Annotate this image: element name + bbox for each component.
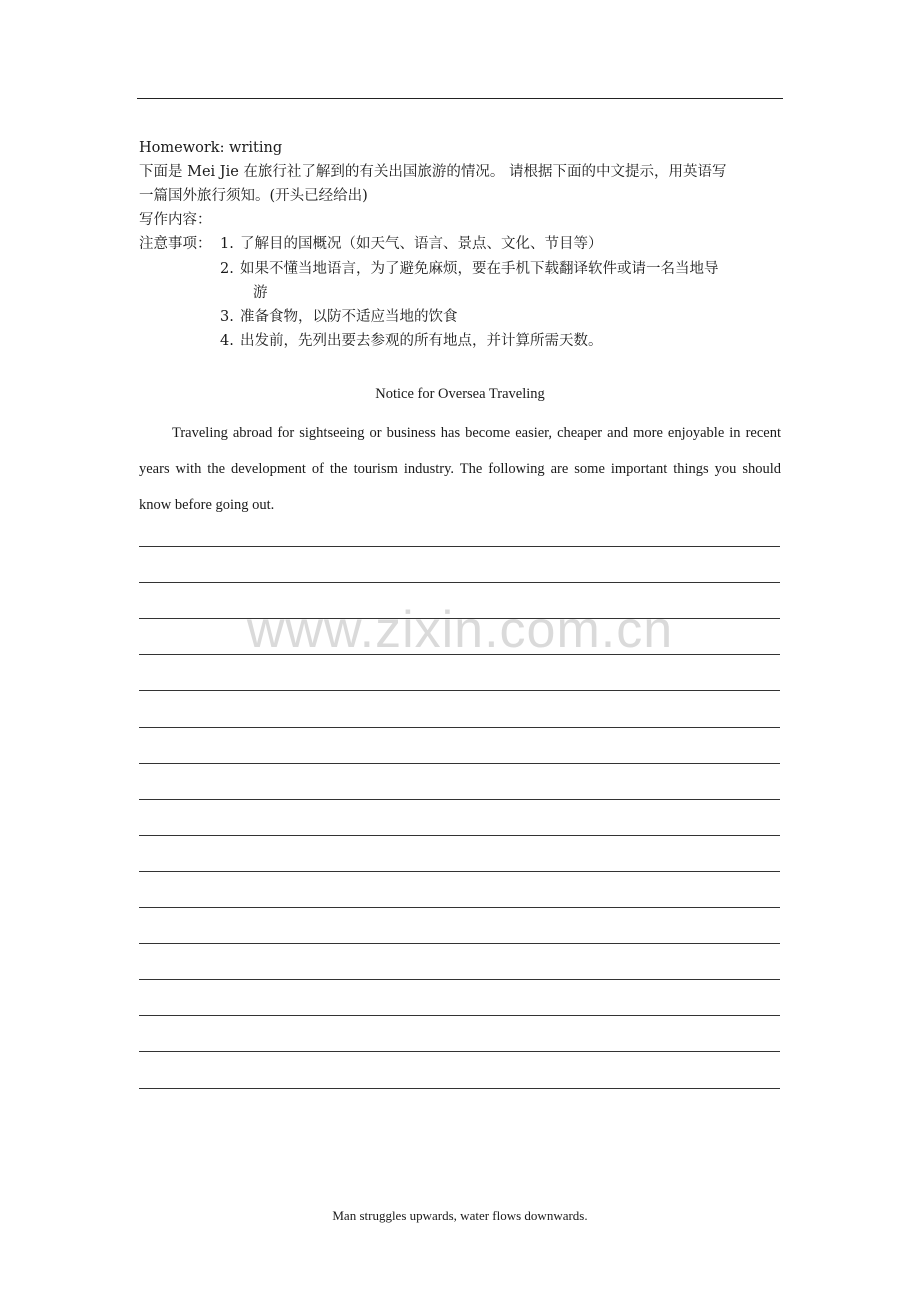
- note-item-4: [220, 332, 603, 350]
- content-label: 写作内容：: [139, 212, 212, 228]
- writing-line: [139, 943, 780, 944]
- header-rule: [137, 98, 783, 99]
- essay-title: Notice for Oversea Traveling: [375, 386, 545, 402]
- note-item-number: 2.: [220, 261, 234, 277]
- writing-line: [139, 1015, 780, 1016]
- intro-line-2: 一篇国外旅行须知。(开头已经给出): [139, 188, 368, 204]
- note-item-text: 出发前，先列出要去参观的所有地点，并计算所需天数。: [240, 333, 603, 349]
- writing-line: [139, 618, 780, 619]
- essay-opening-paragraph: [139, 415, 781, 523]
- writing-line: [139, 979, 780, 980]
- footer-motto: Man struggles upwards, water flows downwards.: [332, 1208, 588, 1223]
- writing-line: [139, 763, 780, 764]
- writing-line: [139, 727, 780, 728]
- writing-line: [139, 654, 780, 655]
- writing-line: [139, 582, 780, 583]
- writing-line: [139, 1088, 780, 1089]
- writing-line: [139, 907, 780, 908]
- writing-line: [139, 835, 780, 836]
- notes-label: 注意事项：: [139, 236, 212, 252]
- writing-line: [139, 871, 780, 872]
- note-item-text: 如果不懂当地语言，为了避免麻烦，要在手机下载翻译软件或请一名当地导: [240, 261, 719, 277]
- task-label: Homework: writing: [139, 140, 283, 156]
- note-item-number: 3.: [220, 309, 234, 325]
- intro-line-1: 下面是 Mei Jie 在旅行社了解到的有关出国旅游的情况。 请根据下面的中文提示，用英语写: [139, 164, 727, 180]
- writing-line: [139, 546, 780, 547]
- writing-line: [139, 1051, 780, 1052]
- note-item-2: [220, 260, 719, 278]
- writing-line: [139, 799, 780, 800]
- watermark: www.zixin.com.cn: [246, 601, 674, 659]
- note-item-text: 准备食物，以防不适应当地的饮食: [240, 309, 458, 325]
- writing-line: [139, 690, 780, 691]
- note-item-number: 4.: [220, 333, 234, 349]
- note-item-1: [220, 235, 603, 253]
- note-item-3: [220, 308, 458, 326]
- note-item-2-continuation: 游: [253, 285, 268, 301]
- note-item-text: 了解目的国概况（如天气、语言、景点、文化、节目等）: [240, 236, 603, 252]
- note-item-number: 1.: [220, 236, 234, 252]
- essay-opening-text: Traveling abroad for sightseeing or business has become easier, cheaper and more enjoyable in recent years with the development of the tourism industry. The following are some important things you should know before going out.: [139, 425, 781, 513]
